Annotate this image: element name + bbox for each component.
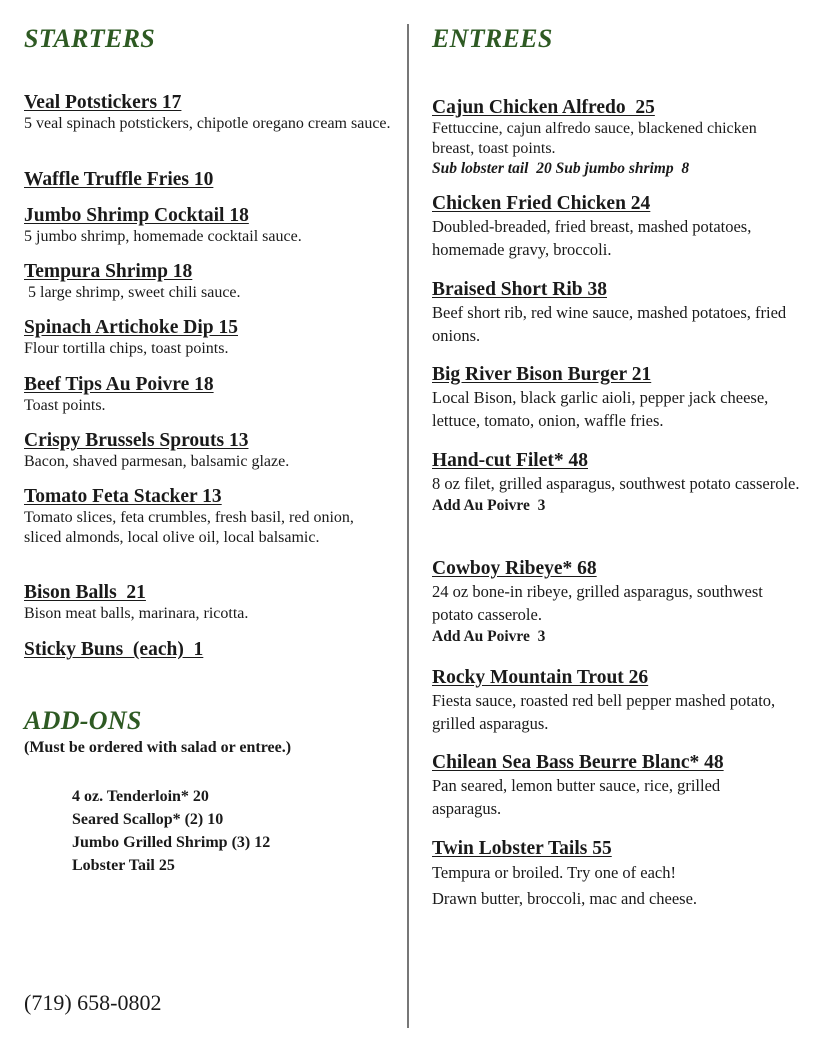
menu-item — [432, 752, 802, 820]
menu-item — [432, 558, 802, 648]
menu-item — [432, 838, 802, 912]
item-description: 5 veal spinach potstickers, chipotle oregano cream sauce. — [24, 115, 391, 132]
starters-heading: STARTERS — [24, 24, 156, 53]
item-name: Spinach Artichoke Dip 15 — [24, 317, 238, 338]
item-name: Braised Short Rib 38 — [432, 279, 607, 300]
item-name: Big River Bison Burger 21 — [432, 364, 652, 385]
menu-item — [432, 279, 802, 347]
item-name: Chilean Sea Bass Beurre Blanc* 48 — [432, 752, 724, 773]
menu-item — [432, 97, 802, 179]
addon-item: Jumbo Grilled Shrimp (3) 12 — [72, 834, 271, 851]
menu-item — [24, 205, 394, 247]
menu-item — [24, 582, 394, 624]
item-description: 8 oz filet, grilled asparagus, southwest potato casserole. — [432, 474, 800, 493]
item-name: Twin Lobster Tails 55 — [432, 838, 612, 859]
item-name: Rocky Mountain Trout 26 — [432, 667, 649, 688]
item-description: Doubled-breaded, fried breast, mashed potatoes, homemade gravy, broccoli. — [432, 217, 752, 259]
item-note: Add Au Poivre 3 — [432, 497, 546, 514]
column-divider — [407, 24, 409, 1028]
item-description: Bacon, shaved parmesan, balsamic glaze. — [24, 453, 290, 470]
item-description: Beef short rib, red wine sauce, mashed potatoes, fried onions. — [432, 303, 787, 345]
item-name: Beef Tips Au Poivre 18 — [24, 374, 214, 395]
item-description: 5 large shrimp, sweet chili sauce. — [24, 284, 241, 301]
addons-list — [72, 785, 270, 877]
phone-number: (719) 658-0802 — [24, 990, 162, 1015]
menu-item — [24, 261, 394, 303]
starters-column — [24, 0, 394, 1056]
menu-item — [432, 667, 802, 735]
item-name: Jumbo Shrimp Cocktail 18 — [24, 205, 249, 226]
item-description: Fiesta sauce, roasted red bell pepper mashed potato, grilled asparagus. — [432, 691, 776, 733]
item-description: Pan seared, lemon butter sauce, rice, grilled asparagus. — [432, 776, 721, 818]
item-name: Bison Balls 21 — [24, 582, 146, 603]
addons-note: (Must be ordered with salad or entree.) — [24, 739, 292, 756]
item-note: Sub lobster tail 20 Sub jumbo shrimp 8 — [432, 160, 690, 177]
menu-item — [24, 639, 394, 661]
item-note: Add Au Poivre 3 — [432, 628, 546, 645]
item-description: Toast points. — [24, 397, 106, 414]
addon-item: 4 oz. Tenderloin* 20 — [72, 788, 209, 805]
item-name: Cowboy Ribeye* 68 — [432, 558, 597, 579]
item-description: 24 oz bone-in ribeye, grilled asparagus, southwest potato casserole. — [432, 582, 763, 624]
item-name: Crispy Brussels Sprouts 13 — [24, 430, 249, 451]
addon-item: Seared Scallop* (2) 10 — [72, 811, 224, 828]
menu-item — [432, 364, 802, 432]
item-name: Veal Potstickers 17 — [24, 92, 182, 113]
entrees-heading: ENTREES — [432, 24, 553, 53]
menu-item — [24, 317, 394, 359]
item-name: Waffle Truffle Fries 10 — [24, 169, 214, 190]
item-description: Bison meat balls, marinara, ricotta. — [24, 605, 249, 622]
menu-item — [24, 92, 394, 134]
item-name: Tempura Shrimp 18 — [24, 261, 193, 282]
item-name: Hand-cut Filet* 48 — [432, 450, 588, 471]
addons-heading: ADD-ONS — [24, 706, 142, 735]
item-name: Chicken Fried Chicken 24 — [432, 193, 651, 214]
menu-item — [432, 450, 802, 517]
item-description-2: Drawn butter, broccoli, mac and cheese. — [432, 889, 698, 908]
menu-item — [24, 430, 394, 472]
menu-item — [24, 169, 394, 191]
item-name: Sticky Buns (each) 1 — [24, 639, 204, 660]
entrees-column — [432, 0, 802, 1056]
menu-item — [24, 374, 394, 416]
item-description: Local Bison, black garlic aioli, pepper jack cheese, lettuce, tomato, onion, waffle fries. — [432, 388, 769, 430]
item-description: 5 jumbo shrimp, homemade cocktail sauce. — [24, 228, 302, 245]
item-name: Cajun Chicken Alfredo 25 — [432, 97, 655, 118]
addon-item: Lobster Tail 25 — [72, 857, 175, 874]
item-description: Tempura or broiled. Try one of each! — [432, 863, 676, 882]
item-name: Tomato Feta Stacker 13 — [24, 486, 222, 507]
item-description: Fettuccine, cajun alfredo sauce, blackened chicken breast, toast points. — [432, 120, 757, 157]
menu-item — [432, 193, 802, 261]
item-description: Tomato slices, feta crumbles, fresh basil, red onion, sliced almonds, local olive oil, local balsamic. — [24, 509, 354, 546]
menu-item — [24, 486, 369, 548]
item-description: Flour tortilla chips, toast points. — [24, 340, 229, 357]
